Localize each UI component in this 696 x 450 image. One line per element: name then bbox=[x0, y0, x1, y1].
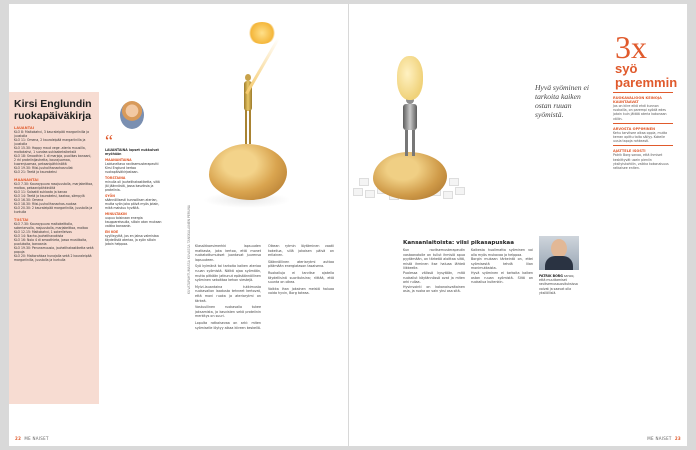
section-title: Kansanlaitoista: viisi pikasapuskaa bbox=[403, 240, 514, 246]
food-diary-sidebar bbox=[9, 92, 99, 404]
body-paragraph: Vastuullinen ruokavalio tukee jaksamista, ja kasvisten sekä proteiinin merkitys on suuri. bbox=[195, 305, 261, 319]
diary-entry: KLO 14: Nacho-jauhelihavokista bbox=[14, 234, 64, 238]
right-column-1 bbox=[403, 248, 465, 294]
diary-entry: KLO 21: Teetä ja kaurakeksi bbox=[14, 170, 57, 174]
diary-entry: KLO 18: Smoothie: 1 dl marjoja, puolikas banaani, 2 rkl proteiinijauhetta, kaurajuomaa, kuorenjuomaa, pekaanipähkinöitä bbox=[14, 154, 92, 166]
side-text: Kehu tarvitsee aikaa oppia, mutta kerran opittu taito säilyy. Kokeile uusia tapoja rohkeasti. bbox=[613, 130, 668, 144]
potato-image-right bbox=[373, 152, 447, 200]
quote-block-heading: EN KOE bbox=[105, 230, 119, 234]
quote-mark-icon: “ bbox=[105, 131, 113, 151]
quote-block-text: Laiduneltava ravitsemusterapeutti Kirsi Englund kertoo ruokapäiväkirjastaan. bbox=[105, 162, 159, 174]
diary-day-heading: LAUANTAI bbox=[14, 126, 35, 130]
quote-block-text: säännöllisesti kunnollisen aterian, mutta syön joka päivä myös jotain, mikä maistuu hyvältä. bbox=[105, 198, 160, 210]
diary-entry: KLO 19.30: Riisi-juuholihanachosrullat bbox=[14, 166, 73, 170]
diary-entry: KLO 20.30: 2 kauraleipää margariinilla, juustolla ja kurkulla bbox=[14, 206, 93, 214]
author-portrait bbox=[120, 101, 144, 129]
quote-block bbox=[105, 176, 163, 192]
divider bbox=[613, 92, 673, 93]
left-page bbox=[9, 4, 349, 446]
body-paragraph: Vaikka ihan jokainen meistä haluaa voida hyvin, Borg toteaa. bbox=[268, 286, 334, 296]
side-text: Patrik Borg sanoo, että ihmiset keskittyvät usein pieniin yksityiskohtiin, vaikka kokonaisuus ratkaisee eniten. bbox=[613, 153, 669, 171]
diary-entry: KLO 14: Teetä ja kaurakeksi, kaakao, sämpylä bbox=[14, 194, 85, 198]
quote-block-heading: MINULTAKIN bbox=[105, 212, 127, 216]
side-heading: RUOKAVALIOON KEINOJA KAUNTAAVAT bbox=[613, 96, 662, 104]
body-paragraph: Mylvi-lauantaina tutkimusta ruokavalion laadusta tehneet kertovat, että moni ruoka ja ateriarytmi on tärkeä. bbox=[195, 284, 261, 303]
body-paragraph: Hyvä syöminen ei tarkoita kaiken ostan ruuan syömistä. Siitä on ruokailua kuitenkin. bbox=[471, 270, 533, 285]
body-paragraph: Kun ravitsemusterapeutin vastaanotolle on tullut ihmisiä apua pyytämään, on tärkeää aloittaa siitä, mistä ihminen itse haluaa lähteä liikkeelle. bbox=[403, 248, 465, 271]
divider bbox=[613, 145, 673, 146]
big-subtitle: syö paremmin bbox=[615, 61, 678, 90]
tagline: Hyvä syöminen ei tarkoita kaiken ostan ruuan syömistä. bbox=[535, 83, 589, 119]
body-paragraph: Säännöllinen ateriarytmi auttaa pitämään energiatason tasaisena. bbox=[268, 259, 334, 269]
diary-entries bbox=[14, 126, 94, 262]
quote-block bbox=[105, 158, 163, 174]
quote-block bbox=[105, 212, 163, 228]
right-column-2 bbox=[471, 248, 533, 285]
diary-day bbox=[14, 218, 94, 262]
diary-day bbox=[14, 178, 94, 214]
chip-image bbox=[397, 56, 423, 100]
body-paragraph: Oikean rytmin löytäminen vaatii kokeilua, sillä jokaisen päivä on erilainen. bbox=[268, 244, 334, 258]
expert-caption: PATRIK BORG sanoo, että muuttamiset ravitsemussuosituksissa voivat ja saavat olla yksilöllisiä. bbox=[539, 274, 578, 295]
silver-figurine-image bbox=[401, 96, 419, 156]
diary-day-heading: MAANANTAI bbox=[14, 178, 39, 182]
diary-entry: KLO 12.15: Maitokahvi, 1 sokerileivos bbox=[14, 230, 72, 234]
diary-entry: KLO 20: Maitorahkaa hunajalla sekä 2 kauraleipää margariinilla, juustolla ja kurkulla bbox=[14, 254, 92, 262]
side-heading: ARVOSTA OPPIMINEN bbox=[613, 126, 656, 131]
splash-image bbox=[247, 22, 277, 44]
body-column-1 bbox=[195, 244, 261, 332]
divider bbox=[613, 123, 673, 124]
body-paragraph: Kaikesta huolimatta syöminen voi olla myös mukavaa ja helppoa. bbox=[471, 248, 533, 257]
diary-entry: KLO 7.30: Kauraypuuro rasojuustolla, marjakeittoa, maitoa, pekaanipähkinöitä bbox=[14, 182, 94, 190]
diary-entry: KLO 15.30: Hoppy maut vege -ateria muusilla, maitokahvi, 1 sundae-suklaakeksikeksiä bbox=[14, 146, 86, 154]
diary-entry: KLO 7.30: Kauraypuuro maitokeittolla, sokeriarvolla, rasjuustolla, marjakeittoa, maitoa bbox=[14, 222, 88, 230]
right-side-column bbox=[613, 90, 673, 170]
photo-caption: KUVATAPAHTUMASSA KUVASSA TANSKALAINEN PERUNA bbox=[187, 204, 191, 294]
right-page bbox=[349, 4, 687, 446]
quote-block-text: minulla oli jauhelihakastiketta, siitä jäi jäännöstä, jossa kasviksia ja proteiinia. bbox=[105, 180, 160, 192]
quote-block-heading: TORSTAINA bbox=[105, 176, 126, 180]
body-paragraph: Ruokailuja ei tarvitse ajatella täydellisinä suorituksina; riittää, että suunta on oikea. bbox=[268, 270, 334, 285]
body-paragraph: Klassikkoesimerkki lapsuuden matkasta, joka kertoo, että monet ruokatottumukset juontavat juurensa lapsuuteen. bbox=[195, 244, 261, 262]
body-paragraph: Lopulta ratkaisevaa on arki: miten syömiselle löytyy aikaa kiireen keskellä. bbox=[195, 320, 261, 330]
diary-entry: KLO 16: Nolo 4 di smoothieta, jossa mustikoita, puolukoita, banaania bbox=[14, 238, 88, 246]
left-footer: 22 ME NAISET bbox=[15, 436, 49, 441]
pull-quote bbox=[105, 131, 163, 246]
quote-author: LAUANTAINA lapset nukkuivat myöhään bbox=[105, 148, 159, 156]
sword-image bbox=[245, 38, 280, 95]
side-heading: AJATTELE ISOSTI bbox=[613, 149, 646, 154]
side-text: Jos on kiire eikä ehdi kunnon ruokailla, on parempi syödä edes jotain kuin jättää ateria kokonaan väliin. bbox=[613, 104, 667, 121]
big-number: 3x bbox=[615, 29, 647, 65]
quote-block-text: syyllisyyttä, jos en jaksa valmistaa täydellistä ateriaa, ja syön silloin jotain helppoa. bbox=[105, 234, 159, 246]
body-paragraph: Puolessa välissä kysytään, mitä ruokailut käytännössä ovat ja miten arki rullaa. bbox=[403, 270, 465, 285]
body-paragraph: Syö kylmänä tai tarkoita kaiken ateriaa ruuan syömistä. Nälkä ajaa syömään, mutta pitkään jatkunut epäsäännöllinen syöminen sekoittaa kehon viestejä. bbox=[195, 264, 261, 283]
potato-image bbox=[209, 144, 287, 200]
quote-block bbox=[105, 194, 163, 210]
quote-blocks bbox=[105, 158, 163, 246]
right-footer: ME NAISET 23 bbox=[647, 436, 681, 441]
body-paragraph: Borgin mukaan tärkeintä on, ettei syömisestä tehdä liian monimutkaista. bbox=[471, 257, 533, 271]
diary-entry: KLO 8: Maitokahvi, 3 kauraleipää margariinilla ja juustolla bbox=[14, 130, 90, 138]
diary-entry: KLO 11: Omena, 2 kauraleipää margariinilla ja juustolla bbox=[14, 138, 86, 146]
body-column-2 bbox=[268, 244, 334, 298]
diary-entry: KLO 19.30: Perunamuusia, jauhelihakastiketta sekä papuja bbox=[14, 246, 94, 254]
diary-day bbox=[14, 126, 94, 174]
diary-entry: KLO 11: Salaatti suklaata ja kanaa bbox=[14, 190, 68, 194]
quote-block bbox=[105, 230, 163, 246]
sidebar-title: Kirsi Englundin ruokapäiväkirja bbox=[14, 98, 92, 122]
expert-photo bbox=[539, 236, 579, 270]
diary-entry: KLO 18.30: Riisi-juuholihanachos-ruokaa bbox=[14, 202, 77, 206]
body-paragraph: Hyvinvointi on kokonaisvaltainen asia, ja ruoka on vain yksi osa sitä. bbox=[403, 284, 465, 294]
diary-day-heading: TIISTAI bbox=[14, 218, 29, 222]
quote-block-heading: SYÖN bbox=[105, 194, 115, 198]
diary-entry: KLO 16.30: Omena bbox=[14, 198, 44, 202]
quote-block-text: uupuu toisinaan energia kauppareissulla, silloin otan mukaan vaikka banaanin. bbox=[105, 216, 162, 228]
quote-block-heading: MAANANTAINA bbox=[105, 158, 132, 162]
